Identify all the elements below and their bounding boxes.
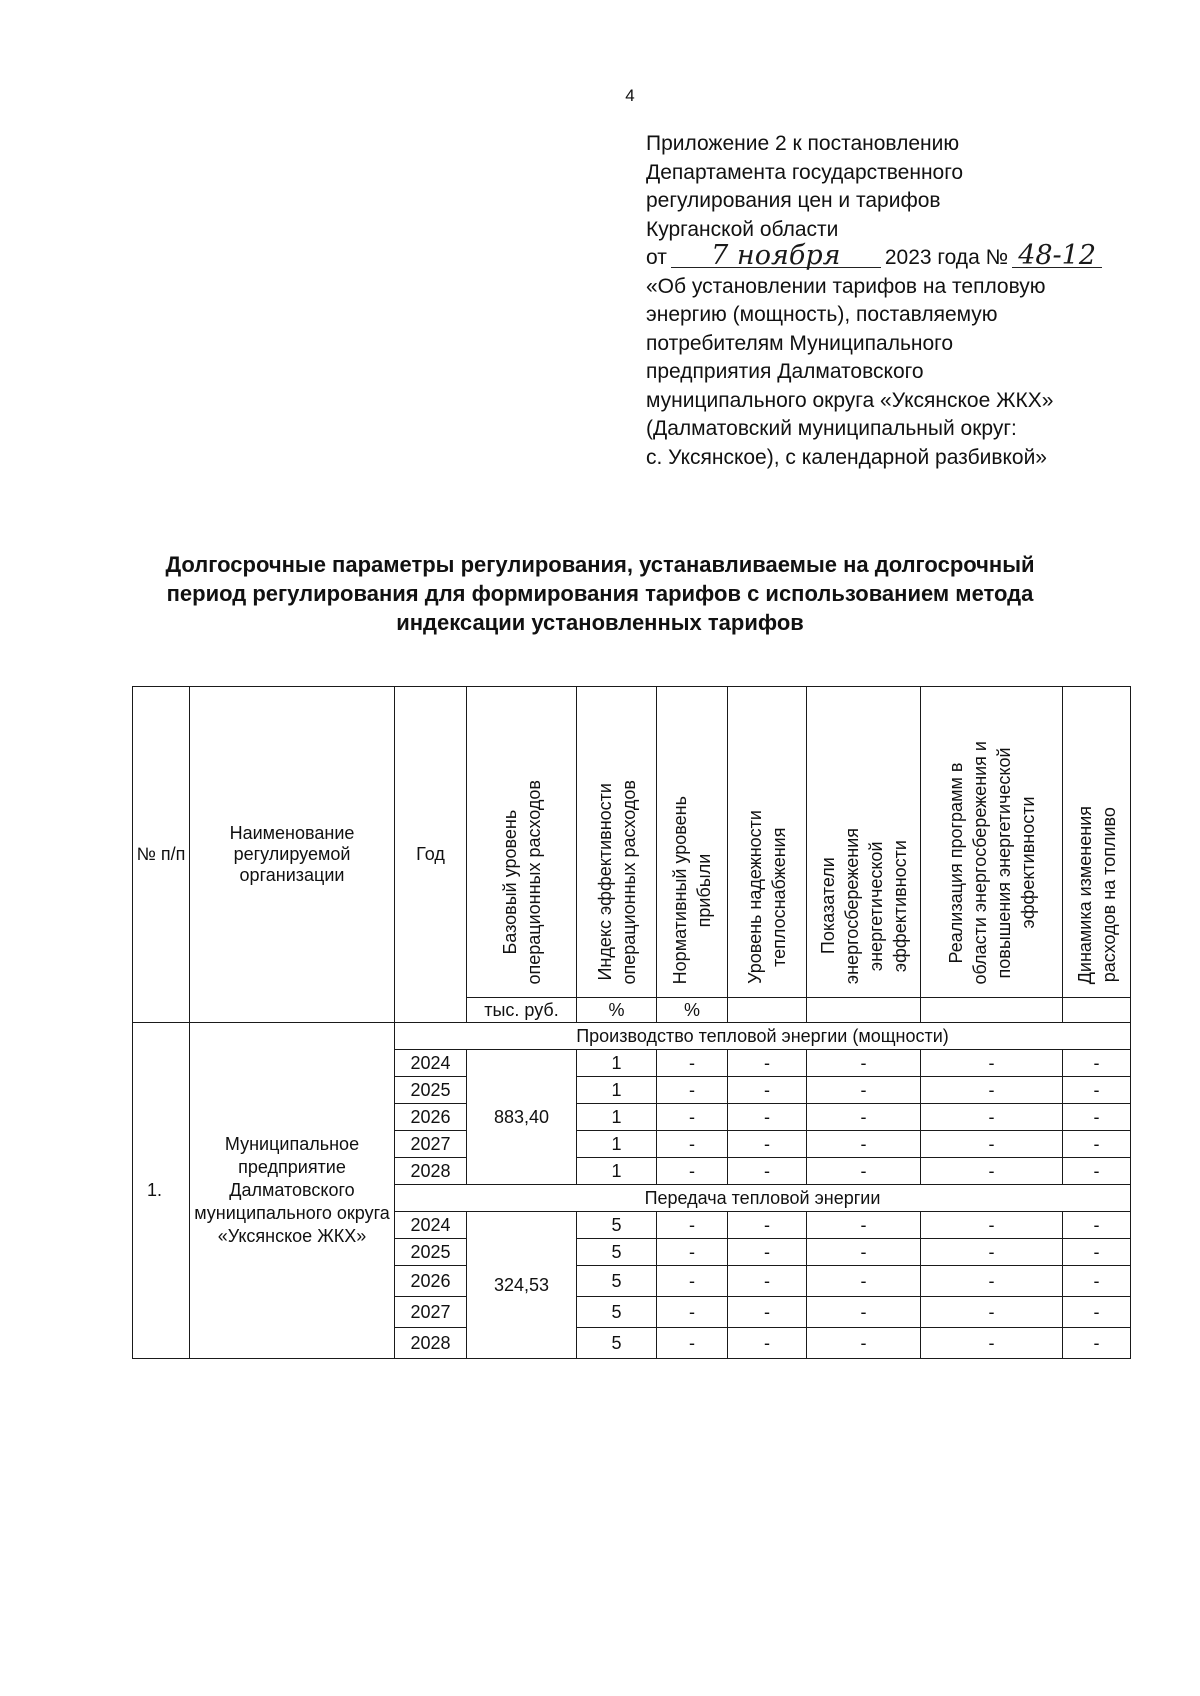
- profit-cell: -: [657, 1104, 728, 1131]
- appendix-date-line: [646, 240, 1166, 273]
- year-cell: 2024: [395, 1050, 467, 1077]
- energy-saving-cell: -: [807, 1104, 921, 1131]
- energy-saving-cell: -: [807, 1077, 921, 1104]
- header-energy-saving: Показатели энергосбережения энергетической эффективности: [807, 687, 921, 998]
- year-cell: 2025: [395, 1239, 467, 1266]
- programs-cell: -: [921, 1212, 1063, 1239]
- efficiency-cell: 1: [577, 1131, 657, 1158]
- appendix-line: регулирования цен и тарифов: [646, 189, 941, 212]
- reliability-cell: -: [728, 1328, 807, 1359]
- reliability-cell: -: [728, 1050, 807, 1077]
- section-row: [133, 1023, 1131, 1050]
- energy-saving-cell: -: [807, 1050, 921, 1077]
- efficiency-cell: 5: [577, 1212, 657, 1239]
- fuel-cell: -: [1063, 1077, 1131, 1104]
- subject-line: (Далматовский муниципальный округ:: [646, 417, 1017, 440]
- energy-saving-cell: -: [807, 1266, 921, 1297]
- energy-saving-cell: -: [807, 1212, 921, 1239]
- year-cell: 2026: [395, 1266, 467, 1297]
- profit-cell: -: [657, 1050, 728, 1077]
- profit-cell: -: [657, 1077, 728, 1104]
- profit-cell: -: [657, 1158, 728, 1185]
- subject-line: энергию (мощность), поставляемую: [646, 303, 998, 326]
- profit-cell: -: [657, 1328, 728, 1359]
- year-cell: 2027: [395, 1131, 467, 1158]
- appendix-line: Департамента государственного: [646, 160, 964, 184]
- section-title: Передача тепловой энергии: [395, 1185, 1131, 1212]
- fuel-cell: -: [1063, 1158, 1131, 1185]
- section-title: Производство тепловой энергии (мощности): [395, 1023, 1131, 1050]
- profit-cell: -: [657, 1239, 728, 1266]
- programs-cell: -: [921, 1297, 1063, 1328]
- page-number: 4: [625, 86, 635, 105]
- reliability-cell: -: [728, 1104, 807, 1131]
- parameters-table: [132, 686, 1131, 1359]
- year-cell: 2028: [395, 1328, 467, 1359]
- reliability-cell: -: [728, 1297, 807, 1328]
- header-reliability: Уровень надежности теплоснабжения: [728, 687, 807, 998]
- reliability-cell: -: [728, 1131, 807, 1158]
- subject-line: «Об установлении тарифов на тепловую: [646, 274, 1046, 298]
- energy-saving-cell: -: [807, 1239, 921, 1266]
- header-base-level: Базовый уровень операционных расходов: [467, 687, 577, 998]
- efficiency-cell: 1: [577, 1050, 657, 1077]
- profit-cell: -: [657, 1297, 728, 1328]
- programs-cell: -: [921, 1104, 1063, 1131]
- reliability-cell: -: [728, 1239, 807, 1266]
- programs-cell: -: [921, 1266, 1063, 1297]
- energy-saving-cell: -: [807, 1297, 921, 1328]
- base-level-value: 883,40: [467, 1050, 577, 1185]
- fuel-cell: -: [1063, 1297, 1131, 1328]
- header-efficiency-index: Индекс эффективности операционных расходов: [577, 687, 657, 998]
- header-year: Год: [395, 687, 467, 1023]
- reliability-cell: -: [728, 1077, 807, 1104]
- programs-cell: -: [921, 1050, 1063, 1077]
- year-cell: 2025: [395, 1077, 467, 1104]
- reliability-cell: -: [728, 1158, 807, 1185]
- fuel-cell: -: [1063, 1266, 1131, 1297]
- header-organization: Наименование регулируемой организации: [190, 687, 395, 1023]
- fuel-cell: -: [1063, 1328, 1131, 1359]
- year-cell: 2027: [395, 1297, 467, 1328]
- header-profit-level: Нормативный уровень прибыли: [657, 687, 728, 998]
- year-cell: 2028: [395, 1158, 467, 1185]
- efficiency-cell: 5: [577, 1328, 657, 1359]
- title-line: период регулирования для формирования тарифов с использованием метода: [166, 581, 1034, 606]
- subject-line: предприятия Далматовского: [646, 360, 924, 383]
- handwritten-number: 48-12: [1012, 245, 1102, 268]
- profit-cell: -: [657, 1131, 728, 1158]
- energy-saving-cell: -: [807, 1131, 921, 1158]
- efficiency-cell: 1: [577, 1077, 657, 1104]
- subject-line: потребителям Муниципального: [646, 331, 954, 355]
- programs-cell: -: [921, 1077, 1063, 1104]
- unit-base: тыс. руб.: [467, 998, 577, 1023]
- appendix-line: Курганской области: [646, 217, 839, 241]
- fuel-cell: -: [1063, 1212, 1131, 1239]
- organization-name: Муниципальное предприятие Далматовского муниципального округа «Уксянское ЖКХ»: [190, 1023, 395, 1359]
- efficiency-cell: 5: [577, 1239, 657, 1266]
- energy-saving-cell: -: [807, 1158, 921, 1185]
- fuel-cell: -: [1063, 1239, 1131, 1266]
- table-body: [133, 1023, 1131, 1359]
- programs-cell: -: [921, 1328, 1063, 1359]
- header-number: № п/п: [133, 687, 190, 1023]
- reliability-cell: -: [728, 1212, 807, 1239]
- profit-cell: -: [657, 1266, 728, 1297]
- profit-cell: -: [657, 1212, 728, 1239]
- header-programs: Реализация программ в области энергосбережения и повышения энергетической эффективности: [921, 687, 1063, 998]
- programs-cell: -: [921, 1131, 1063, 1158]
- efficiency-cell: 1: [577, 1158, 657, 1185]
- fuel-cell: -: [1063, 1104, 1131, 1131]
- efficiency-cell: 1: [577, 1104, 657, 1131]
- title-line: Долгосрочные параметры регулирования, устанавливаемые на долгосрочный: [165, 552, 1035, 577]
- appendix-block: [646, 130, 1166, 472]
- programs-cell: -: [921, 1158, 1063, 1185]
- unit-profit: %: [657, 998, 728, 1023]
- energy-saving-cell: -: [807, 1328, 921, 1359]
- row-number: 1.: [133, 1023, 190, 1359]
- header-fuel-dynamics: Динамика изменения расходов на топливо: [1063, 687, 1131, 998]
- efficiency-cell: 5: [577, 1297, 657, 1328]
- base-level-value: 324,53: [467, 1212, 577, 1359]
- date-prefix: от: [646, 246, 667, 269]
- reliability-cell: -: [728, 1266, 807, 1297]
- programs-cell: -: [921, 1239, 1063, 1266]
- handwritten-date: 7 ноября: [671, 245, 881, 268]
- unit-efficiency: %: [577, 998, 657, 1023]
- document-title: [100, 550, 1100, 637]
- fuel-cell: -: [1063, 1131, 1131, 1158]
- title-line: индексации установленных тарифов: [396, 610, 804, 635]
- subject-line: с. Уксянское), с календарной разбивкой»: [646, 445, 1047, 469]
- subject-line: муниципального округа «Уксянское ЖКХ»: [646, 388, 1054, 412]
- fuel-cell: -: [1063, 1050, 1131, 1077]
- efficiency-cell: 5: [577, 1266, 657, 1297]
- year-text: 2023 года №: [884, 246, 1009, 269]
- appendix-line: Приложение 2 к постановлению: [646, 132, 960, 155]
- year-cell: 2026: [395, 1104, 467, 1131]
- year-cell: 2024: [395, 1212, 467, 1239]
